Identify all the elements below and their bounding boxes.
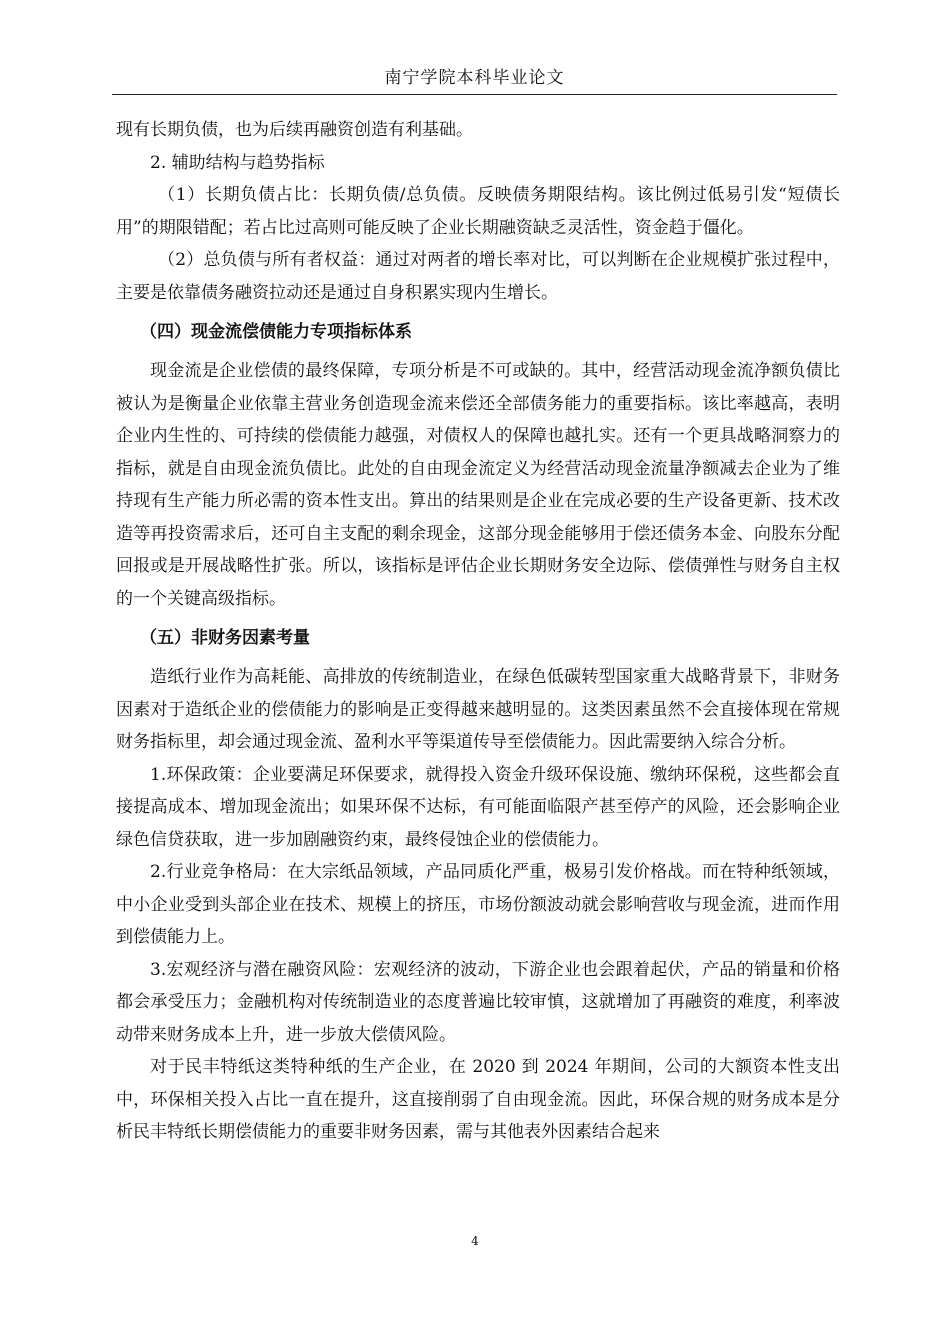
paragraph-environmental-policy: 1.环保政策：企业要满足环保要求，就得投入资金升级环保设施、缴纳环保税，这些都会直接提高成本、增加现金流出；如果环保不达标，有可能面临限产甚至停产的风险，还会影响企业绿色信贷获取，进一步加剧融资约束，最终侵蚀企业的偿债能力。 xyxy=(116,764,840,850)
paragraph-industry-competition: 2.行业竞争格局：在大宗纸品领域，产品同质化严重，极易引发价格战。而在特种纸领域，中小企业受到头部企业在技术、规模上的挤压，市场份额波动就会影响营收与现金流，进而作用到偿债能力上。 xyxy=(116,862,840,947)
page-number: 4 xyxy=(471,1234,479,1248)
paragraph-non-financial-intro: 造纸行业作为高耗能、高排放的传统制造业，在绿色低碳转型国家重大战略背景下，非财务因素对于造纸企业的偿债能力的影响是正变得越来越明显的。这类因素虽然不会直接体现在常规财务指标里，却会通过现金流、盈利水平等渠道传导至偿债能力。因此需要纳入综合分析。 xyxy=(116,667,840,752)
header-divider xyxy=(112,94,837,95)
page-header-title: 南宁学院本科毕业论文 xyxy=(384,68,565,88)
section-title-non-financial: （五）非财务因素考量 xyxy=(140,628,310,648)
paragraph-long-term-debt-ratio: （1）长期负债占比：长期负债/总负债。反映债务期限结构。该比例过低易引发“短债长用”的期限错配；若占比过高则可能反映了企业长期融资缺乏灵活性，资金趋于僵化。 xyxy=(116,185,840,238)
paragraph-cashflow: 现金流是企业偿债的最终保障，专项分析是不可或缺的。其中，经营活动现金流净额负债比被认为是衡量企业依靠主营业务创造现金流来偿还全部债务能力的重要指标。该比率越高，表明企业内生性的、可持续的偿债能力越强，对债权人的保障也越扎实。还有一个更具战略洞察力的指标，就是自由现金流负债比。此处的自由现金流定义为经营活动现金流量净额减去企业为了维持现有生产能力所必需的资本性支出。算出的结果则是企业在完成必要的生产设备更新、技术改造等再投资需求后，还可自主支配的剩余现金，这部分现金能够用于偿还债务本金、向股东分配回报或是开展战略性扩张。所以，该指标是评估企业长期财务安全边际、偿债弹性与财务自主权的一个关键高级指标。 xyxy=(116,361,840,609)
page-body xyxy=(116,114,840,1149)
subheading-auxiliary-indicators: 2. 辅助结构与趋势指标 xyxy=(150,152,325,173)
paragraph-continuation: 现有长期负债，也为后续再融资创造有利基础。 xyxy=(116,120,473,140)
section-title-cashflow: （四）现金流偿债能力专项指标体系 xyxy=(140,322,412,342)
paragraph-minfeng-case: 对于民丰特纸这类特种纸的生产企业，在 2020 到 2024 年期间，公司的大额资本性支出中，环保相关投入占比一直在提升，这直接削弱了自由现金流。因此，环保合规的财务成本是分析民丰特纸长期偿债能力的重要非财务因素，需与其他表外因素结合起来 xyxy=(116,1057,840,1142)
paragraph-macro-risk: 3.宏观经济与潜在融资风险：宏观经济的波动，下游企业也会跟着起伏，产品的销量和价格都会承受压力；金融机构对传统制造业的态度普遍比较审慎，这就增加了再融资的难度，利率波动带来财务成本上升，进一步放大偿债风险。 xyxy=(116,959,840,1045)
paragraph-total-liabilities-equity: （2）总负债与所有者权益：通过对两者的增长率对比，可以判断在企业规模扩张过程中，主要是依靠债务融资拉动还是通过自身积累实现内生增长。 xyxy=(116,250,840,303)
